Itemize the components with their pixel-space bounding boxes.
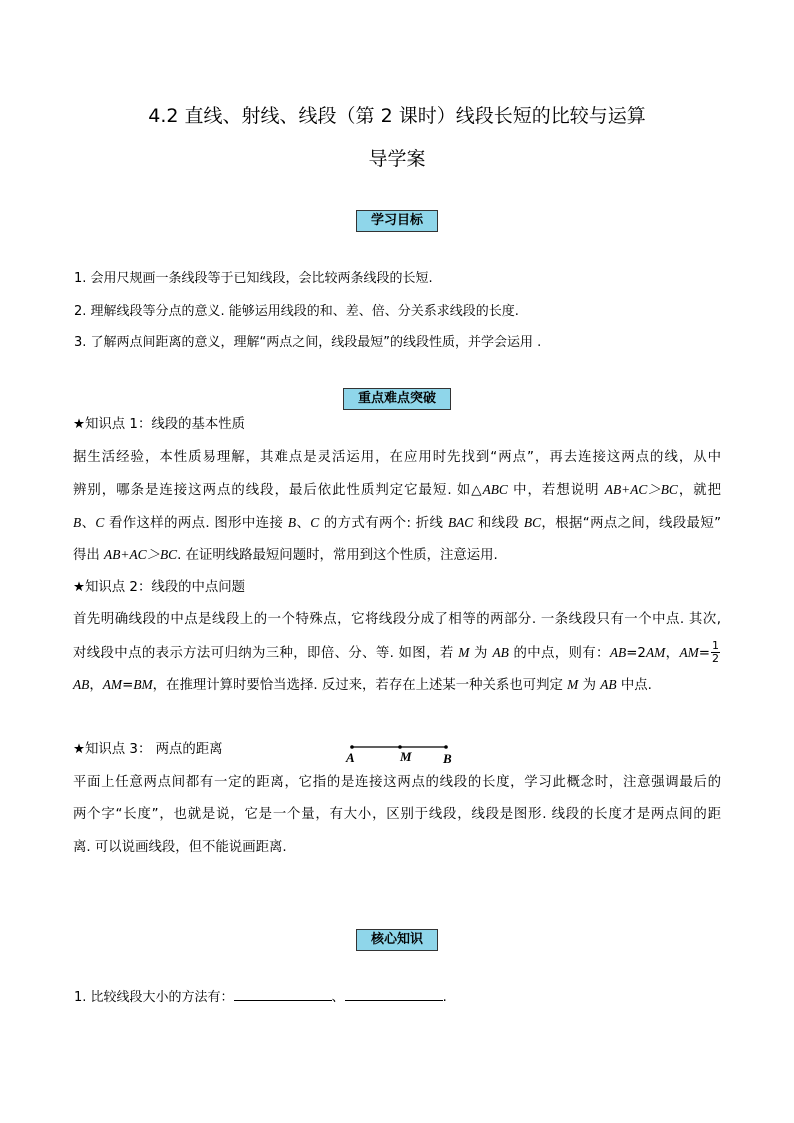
knowledge2-heading: ★知识点 2：线段的中点问题 xyxy=(73,579,246,595)
knowledge2-line: 对线段中点的表示方法可归纳为三种，即倍、分、等. 如图，若 M 为 AB 的中点，则有：AB=2AM，AM= $\frac{1}{2}$ xyxy=(73,639,720,665)
knowledge1-line: 得出 AB+AC＞BC. 在证明线路最短问题时，常用到这个性质，注意运用. xyxy=(73,547,498,563)
doc-title: 4.2 直线、射线、线段（第 2 课时）线段长短的比较与运算 xyxy=(148,105,646,127)
knowledge3-line: 两个字“长度”，也就是说，它是一个量，有大小，区别于线段，线段是图形. 线段的长度才是两点间的距 xyxy=(73,807,721,822)
knowledge-body xyxy=(73,409,721,864)
knowledge3-heading: ★知识点 3： 两点的距离 xyxy=(73,742,223,757)
label-a: A xyxy=(346,750,355,765)
core-item xyxy=(74,988,447,1006)
knowledge1-line: B、C 看作这样的两点. 图形中连接 B、C 的方式有两个: 折线 BAC 和线段 BC，根据“两点之间，线段最短” xyxy=(73,514,722,531)
knowledge1-heading: ★知识点 1：线段的基本性质 xyxy=(73,417,246,432)
section-key xyxy=(0,387,794,410)
label-b: B xyxy=(443,751,452,766)
goal-item: 3. 了解两点间距离的意义，理解“两点之间，线段最短”的线段性质，并学会运用 . xyxy=(74,335,542,350)
doc-subtitle: 导学案 xyxy=(368,148,426,170)
section-goals-label: 学习目标 xyxy=(356,210,438,232)
knowledge3-line: 离. 可以说画线段，但不能说画距离. xyxy=(73,839,287,855)
goal-item: 2. 理解线段等分点的意义. 能够运用线段的和、差、倍、分关系求线段的长度. xyxy=(74,304,519,319)
diagram-spacer xyxy=(73,702,721,735)
core-item-sep: 、 xyxy=(331,990,345,1005)
fraction-one-half: $\frac{1}{2}$ xyxy=(712,639,720,665)
point-b xyxy=(444,745,448,749)
answer-blank-1[interactable] xyxy=(234,988,332,1001)
knowledge2-line: 首先明确线段的中点是线段上的一个特殊点，它将线段分成了相等的两部分. 一条线段只有一个中点. 其次, xyxy=(73,612,721,627)
knowledge3-line: 平面上任意两点间都有一定的距离，它指的是连接这两点的线段的长度，学习此概念时，注意强调最后的 xyxy=(73,774,721,790)
section-key-label: 重点难点突破 xyxy=(343,388,451,410)
core-item-text: 1. 比较线段大小的方法有： xyxy=(74,990,234,1005)
segment-diagram xyxy=(340,740,460,770)
knowledge1-line: 据生活经验，本性质易理解，其难点是灵活运用，在应用时先找到“两点”，再去连接这两点的线，从中 xyxy=(73,449,721,465)
knowledge2-line: AB，AM=BM，在推理计算时要恰当选择. 反过来，若存在上述某一种关系也可判定 M 为 AB 中点. xyxy=(73,677,652,693)
section-core-label: 核心知识 xyxy=(356,929,438,951)
section-core xyxy=(0,928,794,951)
core-item-end: . xyxy=(442,990,447,1005)
section-goals xyxy=(0,209,794,232)
answer-blank-2[interactable] xyxy=(345,988,443,1001)
goal-item: 1. 会用尺规画一条线段等于已知线段，会比较两条线段的长短. xyxy=(74,271,433,286)
point-a xyxy=(350,745,354,749)
label-m: M xyxy=(400,749,412,764)
knowledge1-line: 辨别，哪条是连接这两点的线段，最后依此性质判定它最短. 如△ABC 中，若想说明 AB+AC＞BC，就把 xyxy=(73,482,722,498)
